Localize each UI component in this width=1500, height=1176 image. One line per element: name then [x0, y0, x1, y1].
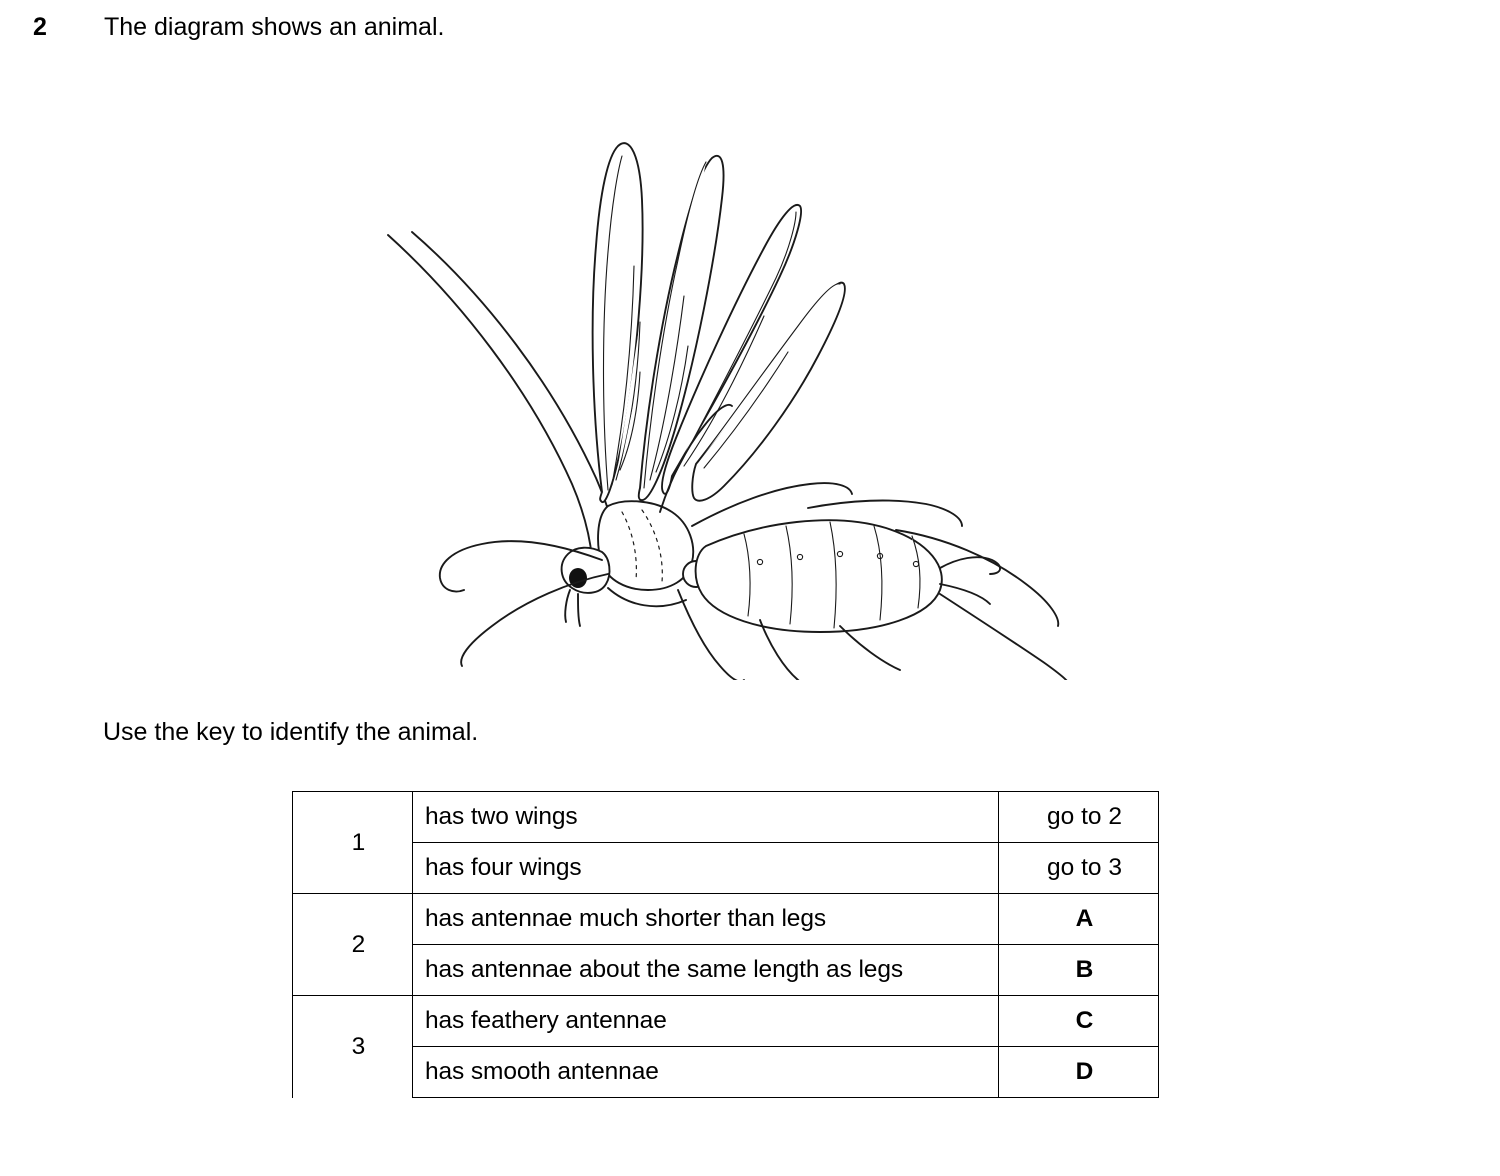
- key-step-number: 1: [293, 792, 413, 894]
- table-row: [293, 843, 1159, 894]
- key-description: has smooth antennae: [413, 1047, 999, 1098]
- key-description: has four wings: [413, 843, 999, 894]
- question-number: 2: [33, 13, 47, 41]
- wings-group: [593, 143, 845, 502]
- insect-diagram: [340, 60, 1120, 680]
- thorax-head-group: [562, 501, 709, 626]
- insect-line-drawing-svg: [340, 60, 1120, 680]
- key-table: [292, 791, 1159, 1098]
- key-result: C: [999, 996, 1159, 1047]
- table-row: [293, 894, 1159, 945]
- antennae-group: [388, 232, 618, 558]
- key-description: has antennae about the same length as legs: [413, 945, 999, 996]
- key-description: has feathery antennae: [413, 996, 999, 1047]
- key-result: D: [999, 1047, 1159, 1098]
- table-row: [293, 1047, 1159, 1098]
- key-step-number: 2: [293, 894, 413, 996]
- table-row: [293, 945, 1159, 996]
- table-row: [293, 996, 1159, 1047]
- key-description: has two wings: [413, 792, 999, 843]
- key-instruction: Use the key to identify the animal.: [103, 718, 479, 746]
- key-description: has antennae much shorter than legs: [413, 894, 999, 945]
- table-row: [293, 792, 1159, 843]
- question-stem: The diagram shows an animal.: [104, 13, 445, 41]
- key-result: B: [999, 945, 1159, 996]
- key-step-number: 3: [293, 996, 413, 1098]
- identification-key: [292, 791, 1158, 1098]
- key-result: go to 3: [999, 843, 1159, 894]
- key-result: A: [999, 894, 1159, 945]
- key-result: go to 2: [999, 792, 1159, 843]
- abdomen-group: [696, 520, 1000, 632]
- question-header: [0, 12, 1500, 42]
